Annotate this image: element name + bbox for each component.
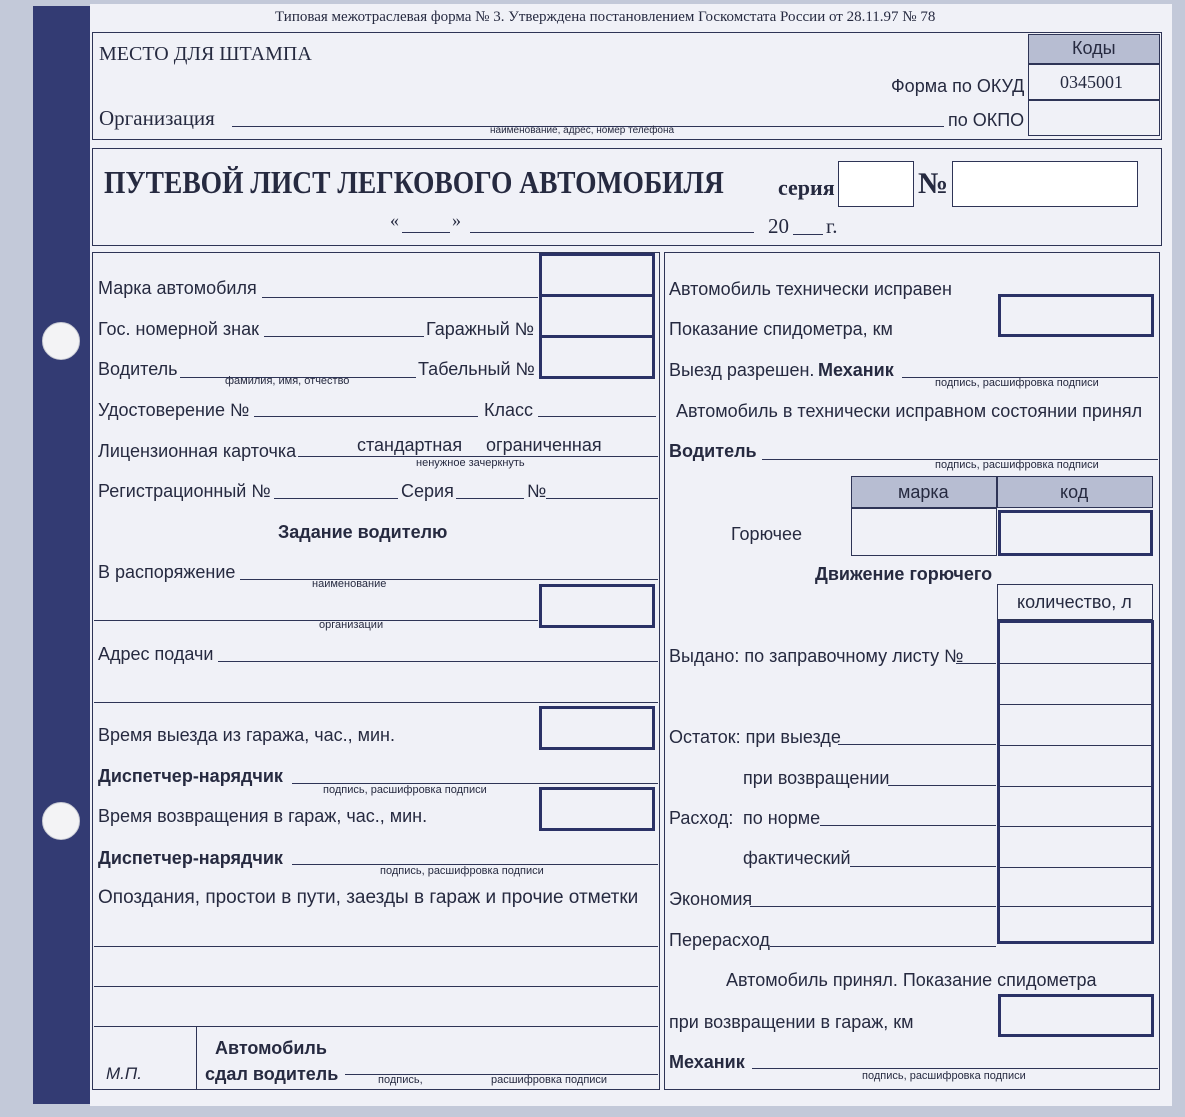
number-field[interactable] — [952, 161, 1138, 207]
series-field[interactable] — [838, 161, 914, 207]
name-hint: наименование — [312, 578, 387, 590]
economy-line[interactable] — [750, 906, 996, 907]
date-close-quote: » — [452, 210, 461, 230]
qty-row-3[interactable] — [999, 745, 1152, 746]
date-day-line[interactable] — [402, 232, 450, 233]
delays-label: Опоздания, простои в пути, заезды в гараж и прочие отметки — [98, 887, 639, 908]
binder-spine — [33, 6, 90, 1104]
organization-label: Организация — [99, 106, 215, 130]
delays-line-3 — [94, 1026, 658, 1027]
delays-line-1[interactable] — [94, 946, 658, 947]
stamp-place-label: МЕСТО ДЛЯ ШТАМПА — [99, 43, 312, 65]
fuel-brand-label: марка — [898, 482, 949, 502]
reg-series-line[interactable] — [456, 498, 524, 499]
handed-over-label-1: Автомобиль — [215, 1038, 327, 1058]
rest-depart-label: Остаток: при выезде — [669, 727, 841, 747]
address-line-2[interactable] — [94, 702, 658, 703]
economy-label: Экономия — [669, 889, 753, 909]
qty-row-5[interactable] — [999, 826, 1152, 827]
fuel-code-cell[interactable] — [998, 510, 1153, 556]
qty-row-2[interactable] — [999, 704, 1152, 705]
qty-row-4[interactable] — [999, 786, 1152, 787]
qty-row-6[interactable] — [999, 867, 1152, 868]
issued-line[interactable] — [956, 663, 996, 664]
overrun-label: Перерасход — [669, 930, 770, 950]
actual-label: фактический — [743, 848, 851, 868]
tech-ok-label: Автомобиль технически исправен — [669, 279, 952, 299]
overrun-line[interactable] — [770, 946, 996, 947]
reg-no-label: Регистрационный № — [98, 481, 271, 501]
mp-label: М.П. — [106, 1064, 142, 1083]
year-prefix: 20 — [768, 214, 789, 238]
strike-hint: ненужное зачеркнуть — [416, 457, 525, 469]
odometer-return-box[interactable] — [998, 994, 1154, 1037]
fuel-movement-title: Движение горючего — [815, 564, 993, 584]
return-time-box[interactable] — [539, 787, 655, 831]
license-standard[interactable]: стандартная — [357, 435, 463, 455]
tab-no-label: Табельный № — [418, 359, 535, 379]
date-month-line[interactable] — [470, 232, 754, 233]
rest-return-line[interactable] — [888, 785, 996, 786]
quantity-column — [997, 620, 1154, 944]
garage-no-label: Гаражный № — [426, 319, 535, 339]
dispatcher2-label: Диспетчер-нарядчик — [98, 848, 283, 868]
plate-line[interactable] — [264, 336, 424, 337]
sign-hint-a: подпись, расшифровка подписи — [935, 377, 1099, 389]
allowed-label: Выезд разрешен. — [669, 360, 815, 380]
license-label: Удостоверение № — [98, 400, 250, 420]
actual-line[interactable] — [850, 866, 996, 867]
org-hint: организации — [319, 619, 384, 631]
on-return-label: при возвращении в гараж, км — [669, 1012, 914, 1032]
sign-hint-c: подпись, расшифровка подписи — [862, 1070, 1026, 1082]
consumption-label: Расход: — [669, 808, 734, 828]
punch-hole-bottom — [42, 802, 80, 840]
license-limited[interactable]: ограниченная — [486, 435, 602, 455]
organization-hint: наименование, адрес, номер телефона — [490, 125, 675, 136]
disposal-line-2[interactable] — [94, 620, 538, 621]
odometer-label: Показание спидометра, км — [669, 319, 893, 339]
license-card-label: Лицензионная карточка — [98, 441, 297, 461]
fuel-label: Горючее — [731, 524, 803, 544]
class-line[interactable] — [538, 416, 656, 417]
address-label: Адрес подачи — [98, 644, 214, 664]
sign-hint-3b: расшифровка подписи — [491, 1074, 608, 1086]
accepted-label: Автомобиль в технически исправном состоянии принял — [676, 401, 1143, 421]
number-label: № — [918, 167, 949, 200]
tab-no-box[interactable] — [539, 335, 655, 379]
depart-time-label: Время выезда из гаража, час., мин. — [98, 725, 395, 745]
handed-over-label-2: сдал водитель — [205, 1064, 339, 1084]
disposal-label: В распоряжение — [98, 562, 236, 582]
form-note: Типовая межотраслевая форма № 3. Утверждена постановлением Госкомстата России от 28.11.97 № 78 — [275, 9, 936, 25]
punch-hole-top — [42, 322, 80, 360]
odometer-box[interactable] — [998, 294, 1154, 337]
driver-hint: фамилия, имя, отчество — [225, 375, 350, 387]
disposal-line[interactable] — [240, 579, 658, 580]
qty-row-7[interactable] — [999, 906, 1152, 907]
okpo-cell[interactable] — [1028, 100, 1160, 136]
reg-no-line[interactable] — [274, 498, 398, 499]
car-brand-code-box[interactable] — [539, 253, 655, 297]
qty-row-1[interactable] — [999, 663, 1152, 664]
okud-label: Форма по ОКУД — [891, 76, 1025, 96]
issued-label: Выдано: по заправочному листу № — [669, 646, 964, 666]
rest-depart-line[interactable] — [838, 744, 996, 745]
date-open-quote: « — [390, 210, 399, 230]
year-line[interactable] — [793, 234, 823, 235]
fuel-code-label: код — [1060, 482, 1089, 502]
sign-hint-3a: подпись, — [378, 1074, 423, 1086]
series-label: серия — [778, 175, 835, 200]
sign-hint-1: подпись, расшифровка подписи — [323, 784, 487, 796]
okud-value: 0345001 — [1060, 72, 1123, 92]
license-line[interactable] — [254, 416, 478, 417]
reg-number-line[interactable] — [546, 498, 658, 499]
codes-header: Коды — [1072, 38, 1116, 58]
quantity-label: количество, л — [1017, 592, 1132, 612]
depart-time-box[interactable] — [539, 706, 655, 750]
car-accepted-label: Автомобиль принял. Показание спидометра — [726, 970, 1097, 990]
dispatcher1-label: Диспетчер-нарядчик — [98, 766, 283, 786]
disposal-code-box[interactable] — [539, 584, 655, 628]
mechanic-label: Механик — [818, 360, 894, 380]
year-suffix: г. — [826, 214, 838, 238]
car-brand-line[interactable] — [262, 297, 538, 298]
plate-label: Гос. номерной знак — [98, 319, 259, 339]
reg-series-label: Серия — [401, 481, 454, 501]
garage-no-box[interactable] — [539, 294, 655, 338]
mechanic2-label: Механик — [669, 1052, 745, 1072]
sign-hint-b: подпись, расшифровка подписи — [935, 459, 1099, 471]
fuel-brand-cell[interactable] — [851, 508, 997, 556]
return-time-label: Время возвращения в гараж, час., мин. — [98, 806, 428, 826]
task-title: Задание водителю — [278, 522, 448, 542]
rest-return-label: при возвращении — [743, 768, 890, 788]
mp-divider — [196, 1026, 197, 1089]
address-line[interactable] — [218, 661, 658, 662]
document-title: ПУТЕВОЙ ЛИСТ ЛЕГКОВОГО АВТОМОБИЛЯ — [104, 164, 724, 200]
by-norm-label: по норме — [743, 808, 821, 828]
sign-hint-2: подпись, расшифровка подписи — [380, 865, 544, 877]
reg-number-label: № — [527, 481, 547, 501]
driver-label: Водитель — [98, 359, 178, 379]
okpo-label: по ОКПО — [948, 110, 1025, 130]
delays-line-2[interactable] — [94, 986, 658, 987]
car-brand-label: Марка автомобиля — [98, 278, 257, 298]
class-label: Класс — [484, 400, 533, 420]
mechanic2-sign-line[interactable] — [752, 1068, 1158, 1069]
driver-accept-label: Водитель — [669, 441, 757, 461]
by-norm-line[interactable] — [820, 825, 996, 826]
